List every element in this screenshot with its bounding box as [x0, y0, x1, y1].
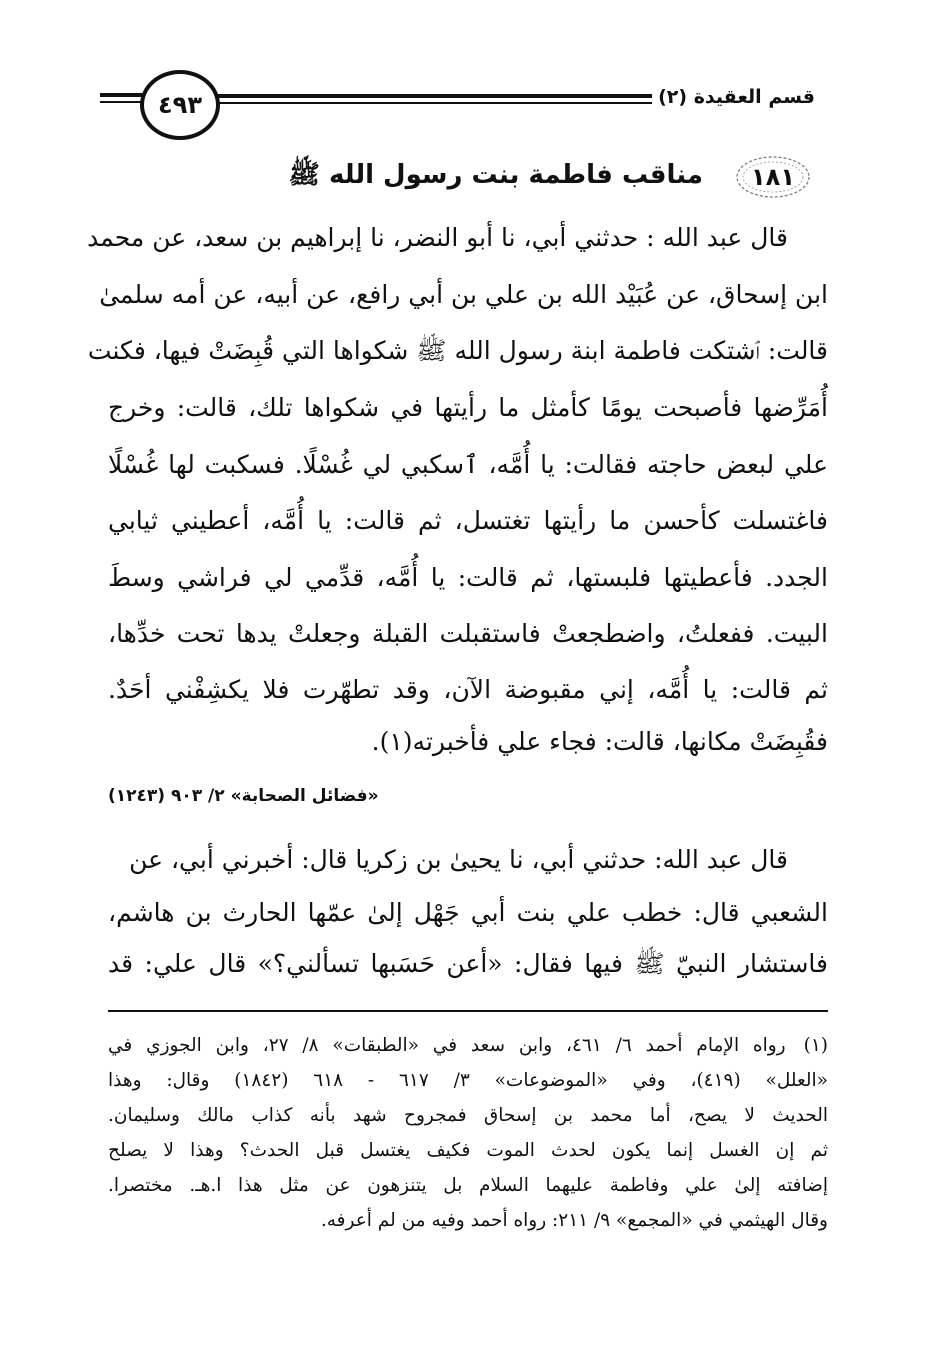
footnote-line: إضافته إلىٰ علي وفاطمة عليهما السلام بل يتنزهون عن مثل هذا ا.هـ. مختصرا.	[108, 1175, 828, 1196]
chapter-title: مناقب فاطمة بنت رسول الله ﷺ	[288, 160, 703, 190]
text-line: الشعبي قال: خطب علي بنت أبي جَهْل إلىٰ عمّها الحارث بن هاشم،	[108, 898, 828, 927]
footnote-marker: (١)	[803, 1035, 828, 1056]
footnote-line: وقال الهيثمي في «المجمع» ٩/ ٢١١: رواه أحمد وفيه من لم أعرفه.	[320, 1210, 828, 1231]
footnote-line: الحديث لا يصح، أما محمد بن إسحاق فمجروح شهد بأنه كذاب مالك وسليمان.	[108, 1105, 828, 1126]
source-citation: «فضائل الصحابة» ٢/ ٩٠٣ (١٢٤٣)	[108, 786, 379, 806]
text-line: البيت. ففعلتُ، واضطجعتْ فاستقبلت القبلة وجعلتْ يدها تحت خدِّها،	[108, 619, 828, 648]
text-line: فقُبِضَتْ مكانها، قالت: فجاء علي فأخبرته(١).	[371, 727, 828, 756]
running-title: قسم العقيدة (٢)	[652, 86, 821, 108]
text-line: الجدد. فأعطيتها فلبستها، ثم قالت: يا أُمَّه، قدِّمي لي فراشي وسطَ	[108, 563, 828, 592]
text-line: ثم قالت: يا أُمَّه، إني مقبوضة الآن، وقد تطهّرت فلا يكشِفْني أحَدٌ.	[108, 675, 828, 704]
text-line: فاستشار النبيّ ﷺ فيها فقال: «أعن حَسَبها تسألني؟» قال علي: قد	[108, 949, 828, 978]
text-line: قالت: ٱشتكت فاطمة ابنة رسول الله ﷺ شكواها التي قُبِضَتْ فيها، فكنت	[87, 336, 828, 365]
text-line: ابن إسحاق، عن عُبَيْد الله بن علي بن أبي رافع، عن أبيه، عن أمه سلمىٰ	[99, 280, 828, 309]
footnote-separator	[108, 1010, 828, 1012]
text-line: فاغتسلت كأحسن ما رأيتها تغتسل، ثم قالت: يا أُمَّه، أعطيني ثيابي	[108, 506, 828, 535]
footnote-line: (١)رواه الإمام أحمد ٦/ ٤٦١، وابن سعد في «الطبقات» ٨/ ٢٧، وابن الجوزي في	[108, 1032, 828, 1060]
text-line: قال عبد الله : حدثني أبي، نا أبو النضر، نا إبراهيم بن سعد، عن محمد	[87, 223, 788, 252]
text-line: أُمَرِّضها فأصبحت يومًا كأمثل ما رأيتها في شكواها تلك، قالت: وخرج	[108, 393, 828, 422]
text-line: قال عبد الله: حدثني أبي، نا يحيىٰ بن زكريا قال: أخبرني أبي، عن	[129, 845, 788, 874]
footnote-line: ثم إن الغسل إنما يكون لحدث الموت فكيف يغتسل قبل الحدث؟ وهذا لا يصلح	[108, 1140, 828, 1161]
footnote-line: «العلل» (٤١٩)، وفي «الموضوعات» ٣/ ٦١٧ - ٦١٨ (١٨٤٢) وقال: وهذا	[108, 1070, 828, 1091]
hadith-number-ornament	[733, 154, 813, 200]
text-line: علي لبعض حاجته فقالت: يا أُمَّه، ٱسكبي لي غُسْلًا. فسكبت لها غُسْلًا	[108, 450, 828, 479]
hadith-number: ١٨١	[751, 163, 795, 191]
page-number: ٤٩٣	[140, 70, 220, 140]
